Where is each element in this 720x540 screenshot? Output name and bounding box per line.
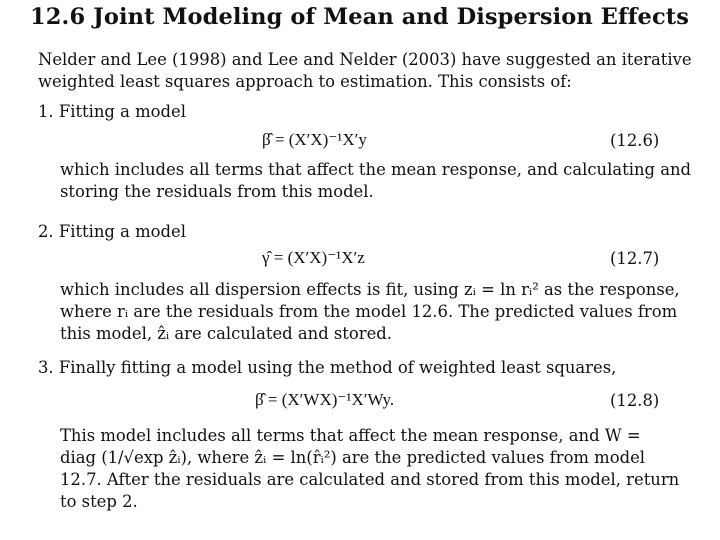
step-3-line-4: to step 2. xyxy=(60,492,138,511)
step-2-line-1: which includes all dispersion effects is fit, using zᵢ = ln rᵢ² as the response, xyxy=(60,280,680,299)
step-3-line-1: This model includes all terms that affect the mean response, and W = xyxy=(60,426,641,445)
equation-12-6: β̂ = (X′X)⁻¹X′y xyxy=(262,130,367,149)
step-1-heading: 1. Fitting a model xyxy=(38,102,186,121)
equation-number-12-6: (12.6) xyxy=(610,131,660,150)
step-3-line-3: 12.7. After the residuals are calculated and stored from this model, return xyxy=(60,470,680,489)
section-title: 12.6 Joint Modeling of Mean and Dispersion Effects xyxy=(30,4,690,30)
equation-number-12-7: (12.7) xyxy=(610,249,660,268)
intro-line-1: Nelder and Lee (1998) and Lee and Nelder (2003) have suggested an iterative xyxy=(38,50,692,69)
intro-line-2: weighted least squares approach to estimation. This consists of: xyxy=(38,72,572,91)
step-3-heading: 3. Finally fitting a model using the method of weighted least squares, xyxy=(38,358,617,377)
step-3-line-2: diag (1/√exp ẑᵢ), where ẑᵢ = ln(r̂ᵢ²) are the predicted values from model xyxy=(60,448,646,467)
equation-number-12-8: (12.8) xyxy=(610,391,660,410)
step-2-line-2: where rᵢ are the residuals from the model 12.6. The predicted values from xyxy=(60,302,678,321)
equation-12-7: γ̂ = (X′X)⁻¹X′z xyxy=(262,248,365,267)
step-2-heading: 2. Fitting a model xyxy=(38,222,186,241)
step-2-line-3: this model, ẑᵢ are calculated and stored. xyxy=(60,324,392,343)
equation-12-8: β̂ = (X′WX)⁻¹X′Wy. xyxy=(255,390,395,409)
step-1-line-2: storing the residuals from this model. xyxy=(60,182,374,201)
step-1-line-1: which includes all terms that affect the mean response, and calculating and xyxy=(60,160,692,179)
